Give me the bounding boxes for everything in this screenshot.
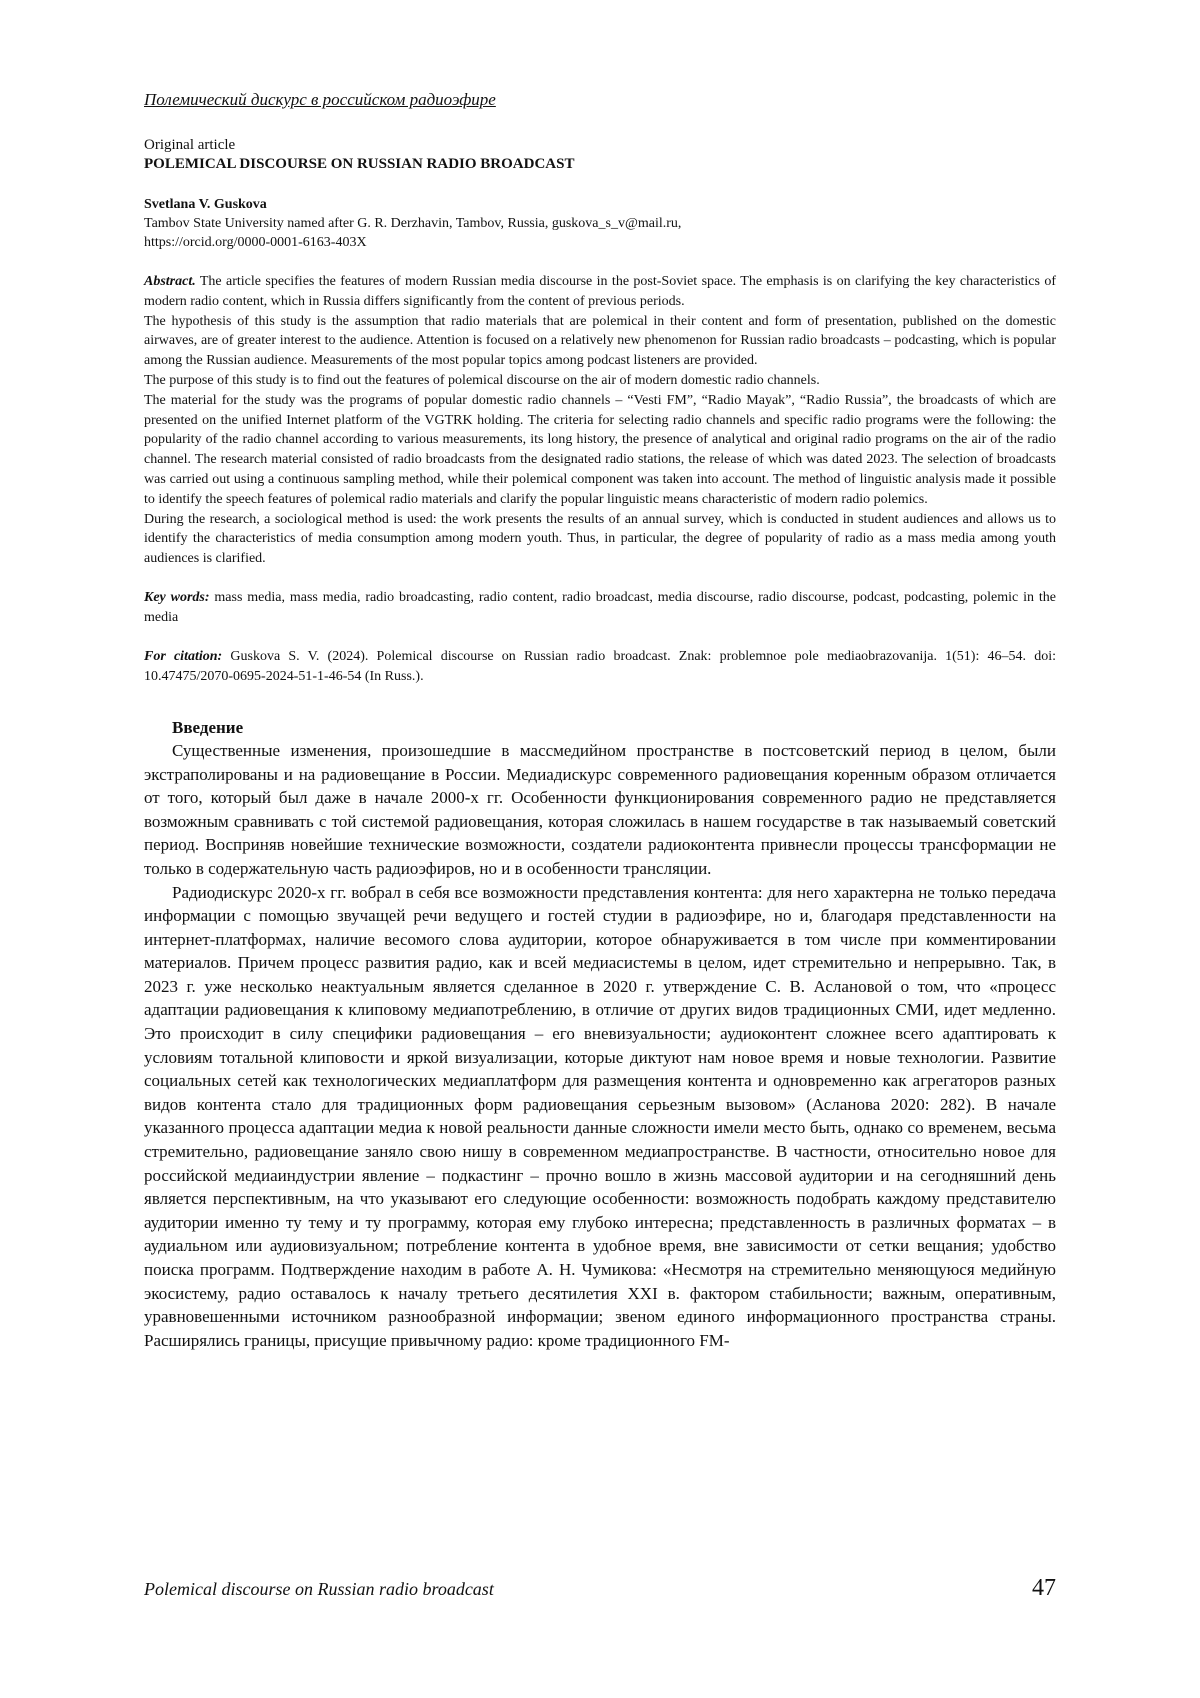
abstract-paragraph: The material for the study was the programs of popular domestic radio channels – “Vesti FM”, “Radio Mayak”, “Radio Russia”, the broadcasts of which are presented on the unified Internet platform of the VGTRK holding. The criteria for selecting radio channels and specific radio programs were the following: the popularity of the radio channel according to various measurements, its long history, the presence of analytical and original radio programs on the air of the radio channel. The research material consisted of radio broadcasts from the designated radio stations, the release of which was dated 2023. The selection of broadcasts was carried out using a continuous sampling method, while their polemical component was taken into account. The method of linguistic analysis made it possible to identify the speech features of polemical radio materials and clarify the popular linguistic means characteristic of modern radio polemics. — [144, 392, 1056, 507]
section-heading: Введение — [172, 717, 244, 737]
affiliation-line: Tambov State University named after G. R. Derzhavin, Tambov, Russia, guskova_s_v@mail.ru, — [144, 216, 682, 231]
abstract-paragraph: During the research, a sociological method is used: the work presents the results of an annual survey, which is conducted in student audiences and allows us to identify the characteristics of media consumption among modern youth. Thus, in particular, the degree of popularity of radio as a mass media among youth audiences is clarified. — [144, 511, 1056, 567]
article-title: POLEMICAL DISCOURSE ON RUSSIAN RADIO BROADCAST — [144, 156, 575, 172]
keywords — [144, 588, 1056, 628]
citation-text: Guskova S. V. (2024). Polemical discourse on Russian radio broadcast. Znak: problemnoe pole mediaobrazovanija. 1(51): 46–54. doi: 10.47475/2070-0695-2024-51-1-46-54 (In Russ.). — [144, 648, 1057, 684]
citation — [144, 647, 1056, 687]
page-number: 47 — [1032, 1575, 1056, 1601]
keywords-label: Key words: — [144, 589, 210, 605]
abstract-paragraph: The hypothesis of this study is the assumption that radio materials that are polemical in their content and form of presentation, published on the domestic airwaves, are of greater interest to the audience. Attention is focused on a relatively new phenomenon for Russian radio broadcasts – podcasting, which is popular among the Russian audience. Measurements of the most popular topics among podcast listeners are provided. — [144, 313, 1056, 369]
footer-title: Polemical discourse on Russian radio broadcast — [144, 1579, 494, 1599]
body-paragraph: Существенные изменения, произошедшие в массмедийном пространстве в постсоветский период в целом, были экстраполированы и на радиовещание в России. Медиадискурс современного радиовещания коренным образом отличается от того, который был даже в начале 2000-х гг. Особенности функционирования современного радио не представляется возможным сравнивать с той системой радиовещания, которая сложилась в нашем государстве в так называемый советский период. Восприняв новейшие технические возможности, создатели радиоконтента привнесли процессы трансформации не только в содержательную часть радиоэфиров, но и в особенности трансляции. — [144, 740, 1056, 878]
orcid-link[interactable]: https://orcid.org/0000-0001-6163-403X — [144, 235, 367, 250]
abstract-text: The article specifies the features of modern Russian media discourse in the post-Soviet space. The emphasis is on clarifying the key characteristics of modern radio content, which in Russia differs significantly from the content of previous periods. — [144, 274, 1056, 309]
running-head: Полемический дискурс в российском радиоэфире — [144, 90, 496, 109]
abstract-label: Abstract. — [144, 274, 196, 289]
article-type: Original article — [144, 137, 236, 153]
section-body — [144, 739, 1056, 1352]
author-affiliation — [144, 214, 1056, 252]
page-footer — [144, 1575, 1056, 1602]
keywords-text: mass media, mass media, radio broadcasting, radio content, radio broadcast, media discourse, radio discourse, podcast, podcasting, polemic in the media — [144, 589, 1056, 625]
article-content — [144, 90, 1056, 1352]
author-name: Svetlana V. Guskova — [144, 197, 267, 212]
abstract — [144, 272, 1056, 569]
body-paragraph: Радиодискурс 2020-х гг. вобрал в себя все возможности представления контента: для него характерна не только передача информации с помощью звучащей речи ведущего и гостей студии в радиоэфире, но и, благодаря представленности на интернет-платформах, наличие весомого слова аудитории, которое обнаруживается в том числе при комментировании материалов. Причем процесс развития радио, как и всей медиасистемы в целом, идет стремительно и непрерывно. Так, в 2023 г. уже несколько неактуальным является сделанное в 2020 г. утверждение С. В. Аслановой о том, что «процесс адаптации радиовещания к клиповому медиапотреблению, в отличие от других видов традиционных СМИ, идет медленно. Это происходит в силу специфики радиовещания – его вневизуальности; аудиоконтент сложнее всего адаптировать к условиям тотальной клиповости и яркой визуализации, которые диктуют нам новое время и новые технологии. Развитие социальных сетей как технологических медиаплатформ для размещения контента и одновременно как агрегаторов разных видов контента стало для традиционных форм радиовещания серьезным вызовом» (Асланова 2020: 282). В начале указанного процесса адаптации медиа к новой реальности данные сложности имели место быть, однако со временем, весьма стремительно, радиовещание заняло свою нишу в современном медиапространстве. В частности, относительно новое для российской медиаиндустрии явление – подкастинг – прочно вошло в жизнь массовой аудитории и на сегодняшний день является перспективным, на что указывают его следующие особенности: возможность подобрать каждому представителю аудитории именно ту тему и ту программу, которая ему глубоко интересна; представленность в различных форматах – в аудиальном или аудиовизуальном; потребление контента в удобное время, вне зависимости от сетки вещания; удобство поиска программ. Подтверждение находим в работе А. Н. Чумикова: «Несмотря на стремительно меняющуюся медийную экосистему, радио оставалось к началу третьего десятилетия XXI в. фактором стабильности; важным, оперативным, уравновешенными источником разнообразной информации; звеном единого информационного пространства страны. Расширялись границы, присущие привычному радио: кроме традиционного FM- — [144, 882, 1056, 1350]
abstract-paragraph — [144, 272, 1056, 312]
abstract-paragraph: The purpose of this study is to find out the features of polemical discourse on the air of modern domestic radio channels. — [144, 372, 820, 388]
citation-label: For citation: — [144, 648, 223, 664]
